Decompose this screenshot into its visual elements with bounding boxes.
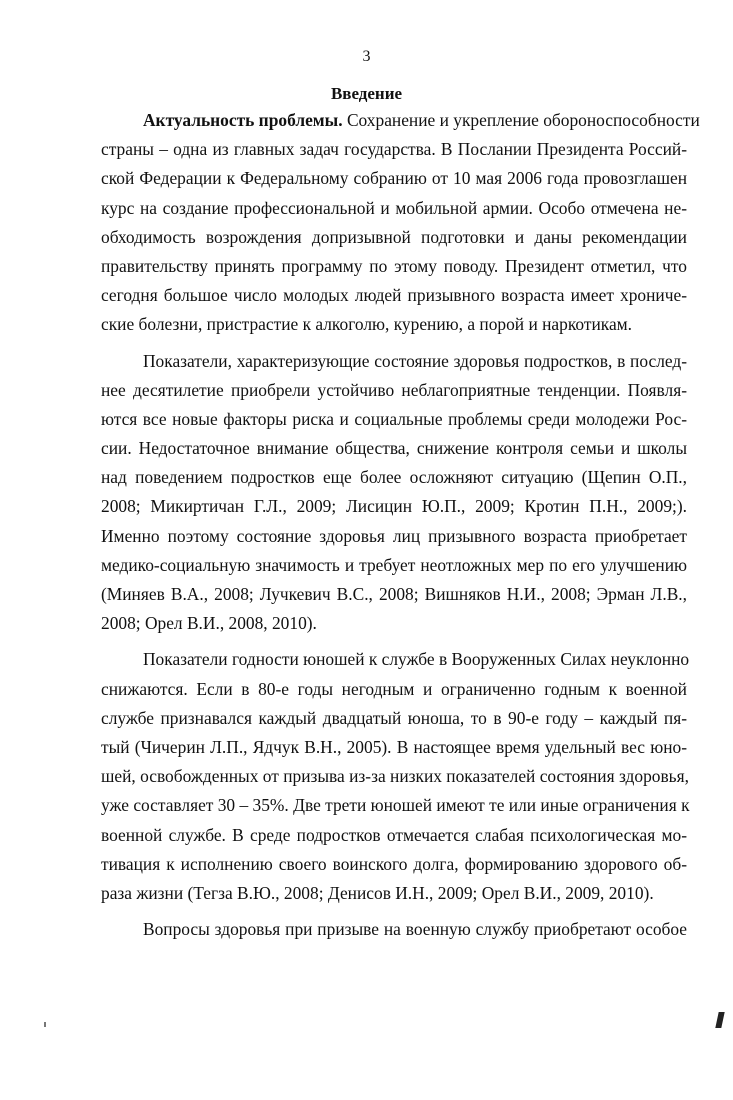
paragraph-3-line: военной службе. В среде подростков отмечается слабая психологическая мо-	[101, 824, 687, 845]
paragraph-1-line	[101, 106, 700, 135]
paragraph-2-line: 2008; Орел В.И., 2008, 2010).	[101, 613, 317, 634]
paragraph-1-line: сегодня большое число молодых людей призывного возраста имеет хрониче-	[101, 285, 687, 306]
paragraph-1-line: ские болезни, пристрастие к алкоголю, курению, а порой и наркотикам.	[101, 314, 633, 335]
paragraph-2-line: 2008; Микиртичан Г.Л., 2009; Лисицин Ю.П., 2009; Кротин П.Н., 2009;).	[101, 496, 687, 517]
paragraph-2-line: медико-социальную значимость и требует неотложных мер по его улучшению	[101, 554, 687, 575]
paragraph-2-line: Показатели, характеризующие состояние здоровья подростков, в послед-	[143, 350, 687, 371]
paragraph-2-line: (Миняев В.А., 2008; Лучкевич В.С., 2008; Вишняков Н.И., 2008; Эрман Л.В.,	[101, 584, 687, 604]
body-text	[101, 106, 700, 944]
page-number: 3	[362, 48, 371, 65]
paragraph-3-line: уже составляет 30 – 35%. Две трети юношей имеют те или иные ограничения к	[101, 795, 690, 816]
section-heading: Введение	[330, 84, 403, 103]
paragraph-1-line: страны – одна из главных задач государства. В Послании Президента Россий-	[101, 139, 687, 160]
paragraph-2-line: ются все новые факторы риска и социальные проблемы среди молодежи Рос-	[101, 408, 687, 429]
paragraph-3-line: снижаются. Если в 80-е годы негодным и ограниченно годным к военной	[101, 678, 687, 699]
paragraph-3-line: тый (Чичерин Л.П., Ядчук В.Н., 2005). В настоящее время удельный вес юно-	[101, 736, 687, 757]
paragraph-3-line: раза жизни (Тегза В.Ю., 2008; Денисов И.Н., 2009; Орел В.И., 2009, 2010).	[101, 882, 654, 903]
paragraph-1-line-text: Сохранение и укрепление обороноспособности	[346, 110, 700, 130]
paragraph-2-line: над поведением подростков еще более осложняют ситуацию (Щепин О.П.,	[101, 467, 687, 488]
scan-mark	[715, 1012, 724, 1028]
paragraph-2-line: Именно поэтому состояние здоровья лиц призывного возраста приобретает	[101, 525, 687, 546]
scan-speck	[44, 1022, 46, 1027]
paragraph-3-line: шей, освобожденных от призыва из-за низких показателей состояния здоровья,	[101, 766, 689, 787]
paragraph-3-line: Показатели годности юношей к службе в Вооруженных Силах неуклонно	[143, 649, 690, 670]
paragraph-2-line: нее десятилетие приобрели устойчиво неблагоприятные тенденции. Появля-	[101, 379, 687, 400]
paragraph-3-line: тивация к исполнению своего воинского долга, формированию здорового об-	[101, 853, 687, 874]
paragraph-2-line: сии. Недостаточное внимание общества, снижение контроля семьи и школы	[101, 438, 687, 459]
paragraph-1-line: ской Федерации к Федеральному собранию от 10 мая 2006 года провозглашен	[101, 168, 687, 189]
paragraph-1-line: курс на создание профессиональной и мобильной армии. Особо отмечена не-	[101, 197, 687, 218]
paragraph-4-line: Вопросы здоровья при призыве на военную службу приобретают особое	[143, 919, 687, 940]
paragraph-lead: Актуальность проблемы.	[143, 110, 343, 130]
paragraph-1-line: обходимость возрождения допризывной подготовки и даны рекомендации	[101, 226, 687, 247]
paragraph-1-line: правительству принять программу по этому поводу. Президент отметил, что	[101, 255, 687, 276]
paragraph-3-line: службе признавался каждый двадцатый юноша, то в 90-е году – каждый пя-	[101, 707, 687, 728]
